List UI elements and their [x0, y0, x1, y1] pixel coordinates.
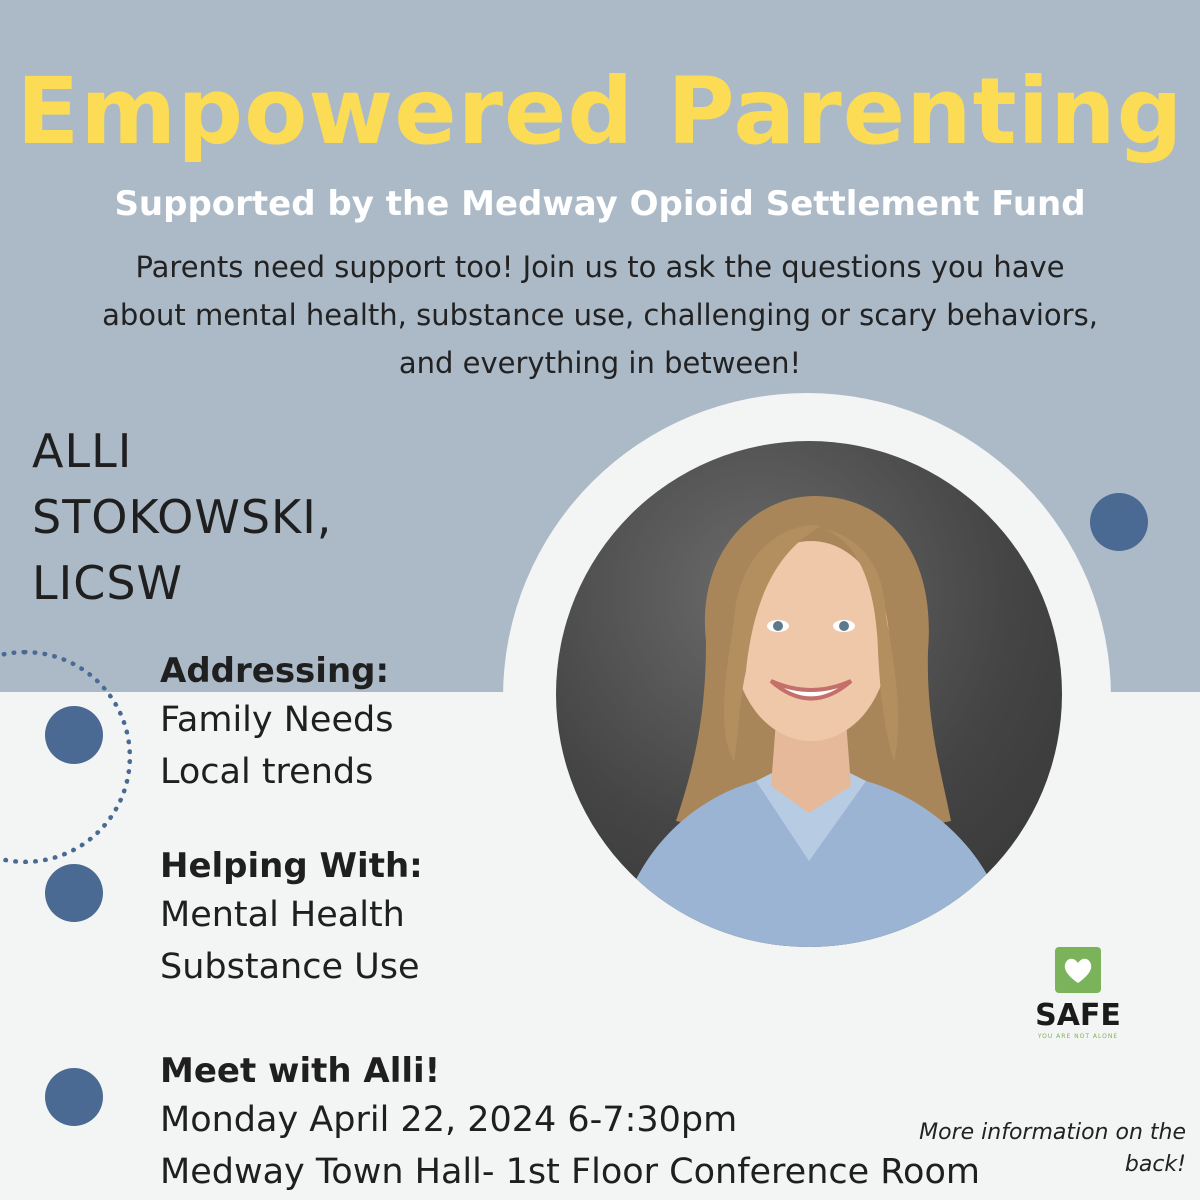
heart-icon: [1055, 947, 1101, 993]
section-item: Family Needs: [160, 700, 394, 740]
footer-note-line: More information on the: [919, 1120, 1186, 1145]
section-heading: Meet with Alli!: [160, 1051, 441, 1091]
footer-note: [866, 1117, 1186, 1181]
page-title: Empowered Parenting: [16, 58, 1184, 165]
event-date: Monday April 22, 2024 6-7:30pm: [160, 1100, 738, 1140]
section-heading: Addressing:: [160, 651, 390, 691]
addressing-section: [160, 648, 393, 798]
speaker-name-line: ALLI: [32, 424, 133, 478]
page-subtitle: Supported by the Medway Opioid Settlement Fund: [114, 184, 1086, 224]
logo-tagline: YOU ARE NOT ALONE: [1037, 1033, 1119, 1040]
section-item: Mental Health: [160, 895, 405, 935]
safe-logo: [1028, 947, 1128, 1040]
meet-section: [160, 1048, 980, 1198]
speaker-portrait-icon: [556, 441, 1062, 947]
logo-name: SAFE: [1035, 998, 1121, 1033]
speaker-photo: [556, 441, 1062, 947]
footer-note-line: back!: [1124, 1152, 1186, 1177]
intro-text: [0, 243, 1200, 387]
speaker-name-line: LICSW: [32, 556, 183, 610]
event-location: Medway Town Hall- 1st Floor Conference Room: [160, 1152, 980, 1192]
decorative-dot: [1090, 493, 1148, 551]
bullet-dot: [45, 864, 103, 922]
section-item: Substance Use: [160, 947, 420, 987]
helping-with-section: [160, 843, 423, 993]
speaker-name-line: STOKOWSKI,: [32, 490, 333, 544]
section-item: Local trends: [160, 752, 374, 792]
section-heading: Helping With:: [160, 846, 423, 886]
intro-line: Parents need support too! Join us to ask the questions you have: [135, 250, 1065, 284]
speaker-name: [32, 418, 332, 616]
bullet-dot: [45, 706, 103, 764]
bullet-dot: [45, 1068, 103, 1126]
intro-line: about mental health, substance use, challenging or scary behaviors,: [102, 298, 1098, 332]
intro-line: and everything in between!: [398, 346, 802, 380]
